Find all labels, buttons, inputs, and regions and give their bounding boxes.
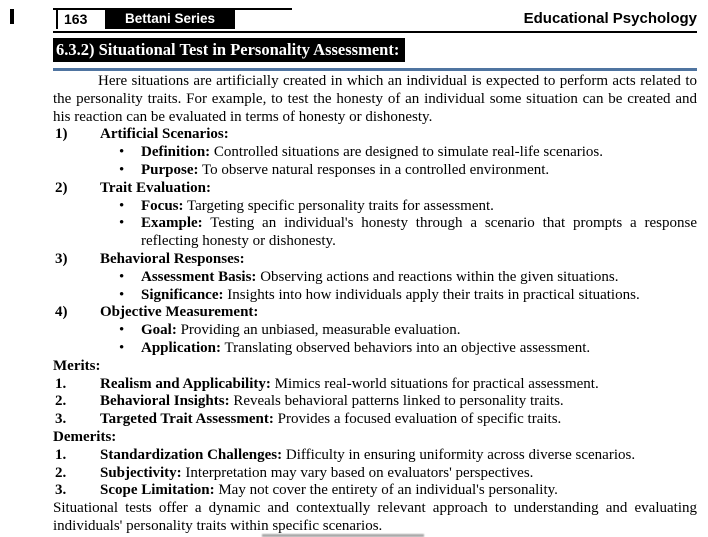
bullet-icon: • xyxy=(119,144,125,161)
merits-heading: Merits: xyxy=(53,357,101,374)
merit-term: Targeted Trait Assessment: xyxy=(100,411,274,428)
list-number: 2) xyxy=(55,179,68,196)
merit-item xyxy=(53,376,697,394)
merit-text: Reveals behavioral patterns linked to personality traits. xyxy=(233,393,564,410)
bullet-text: Providing an unbiased, measurable evaluation. xyxy=(180,322,461,339)
merit-term: Realism and Applicability: xyxy=(100,375,271,392)
bullet-term: Purpose: xyxy=(141,161,199,178)
demerit-item xyxy=(53,465,697,483)
bullet-item xyxy=(53,322,697,340)
bullet-term: Example: xyxy=(141,215,203,232)
demerit-item xyxy=(53,482,697,500)
page-number: 163 xyxy=(56,10,105,29)
numbered-heading xyxy=(53,126,697,144)
merit-text: Provides a focused evaluation of specific traits. xyxy=(277,411,562,428)
merit-term: Behavioral Insights: xyxy=(100,393,230,410)
bullet-item xyxy=(53,144,697,162)
list-number: 2. xyxy=(55,464,67,481)
bullet-item xyxy=(53,162,697,180)
bullet-icon: • xyxy=(119,322,125,339)
page-edge-mark xyxy=(10,9,14,24)
bullet-icon: • xyxy=(119,339,125,356)
bullet-term: Significance: xyxy=(141,286,224,303)
bullet-text: Controlled situations are designed to simulate real-life scenarios. xyxy=(213,144,603,161)
numbered-heading xyxy=(53,304,697,322)
bullet-item xyxy=(53,287,697,305)
list-number: 1) xyxy=(55,126,68,143)
bullet-item xyxy=(53,198,697,216)
bullet-text: To observe natural responses in a controlled environment. xyxy=(201,161,550,178)
bullet-item xyxy=(53,269,697,287)
demerit-text: May not cover the entirety of an individual's personality. xyxy=(218,482,558,499)
merit-item xyxy=(53,411,697,429)
numbered-heading-label: Artificial Scenarios: xyxy=(100,126,229,143)
merit-text: Mimics real-world situations for practical assessment. xyxy=(274,375,599,392)
merit-item xyxy=(53,393,697,411)
title-underline-rule xyxy=(53,68,697,71)
bullet-term: Goal: xyxy=(141,322,177,339)
list-number: 4) xyxy=(55,304,68,321)
numbered-heading xyxy=(53,251,697,269)
series-badge: Bettani Series xyxy=(105,9,235,29)
bullet-item xyxy=(53,340,697,358)
bullet-text: Testing an individual's honesty through a scenario that prompts a response reflecting honesty or dishonesty. xyxy=(141,215,698,250)
demerit-text: Interpretation may vary based on evaluators' perspectives. xyxy=(185,464,534,481)
closing-paragraph: Situational tests offer a dynamic and contextually relevant approach to understanding and evaluating individuals' personality traits within specific scenarios. xyxy=(53,500,697,534)
list-number: 1. xyxy=(55,446,67,463)
list-number: 3. xyxy=(55,411,67,428)
demerit-item xyxy=(53,447,697,465)
bullet-icon: • xyxy=(119,268,125,285)
bullet-icon: • xyxy=(119,286,125,303)
list-number: 2. xyxy=(55,393,67,410)
numbered-heading-label: Objective Measurement: xyxy=(100,304,259,321)
bullet-item xyxy=(53,215,697,251)
subject-title: Educational Psychology xyxy=(523,10,697,27)
list-number: 3. xyxy=(55,482,67,499)
demerit-term: Subjectivity: xyxy=(100,464,182,481)
bullet-text: Translating observed behaviors into an objective assessment. xyxy=(224,339,591,356)
demerit-text: Difficulty in ensuring uniformity across diverse scenarios. xyxy=(285,446,636,463)
bullet-text: Observing actions and reactions within the given situations. xyxy=(260,268,619,285)
bullet-text: Targeting specific personality traits for assessment. xyxy=(186,197,494,214)
bullet-term: Focus: xyxy=(141,197,184,214)
section-title-bar: 6.3.2) Situational Test in Personality Assessment: xyxy=(53,38,405,62)
bullet-term: Assessment Basis: xyxy=(141,268,257,285)
bullet-term: Application: xyxy=(141,339,222,356)
numbered-heading-label: Trait Evaluation: xyxy=(100,179,211,196)
numbered-heading xyxy=(53,180,697,198)
bullet-icon: • xyxy=(119,161,125,178)
demerit-term: Standardization Challenges: xyxy=(100,446,283,463)
bullet-term: Definition: xyxy=(141,144,211,161)
list-number: 3) xyxy=(55,250,68,267)
intro-paragraph: Here situations are artificially created in which an individual is expected to perform acts related to the personality traits. For example, to test the honesty of an individual some situation can be created and his reaction can be evaluated in terms of honesty or dishonesty. xyxy=(53,73,697,125)
numbered-heading-label: Behavioral Responses: xyxy=(100,250,245,267)
demerit-term: Scope Limitation: xyxy=(100,482,215,499)
demerits-heading: Demerits: xyxy=(53,428,117,445)
bullet-text: Insights into how individuals apply their traits in practical situations. xyxy=(227,286,640,303)
bullet-icon: • xyxy=(119,197,125,214)
header-rule xyxy=(53,31,697,33)
bullet-icon: • xyxy=(119,215,125,232)
page-body xyxy=(53,73,697,536)
list-number: 1. xyxy=(55,375,67,392)
